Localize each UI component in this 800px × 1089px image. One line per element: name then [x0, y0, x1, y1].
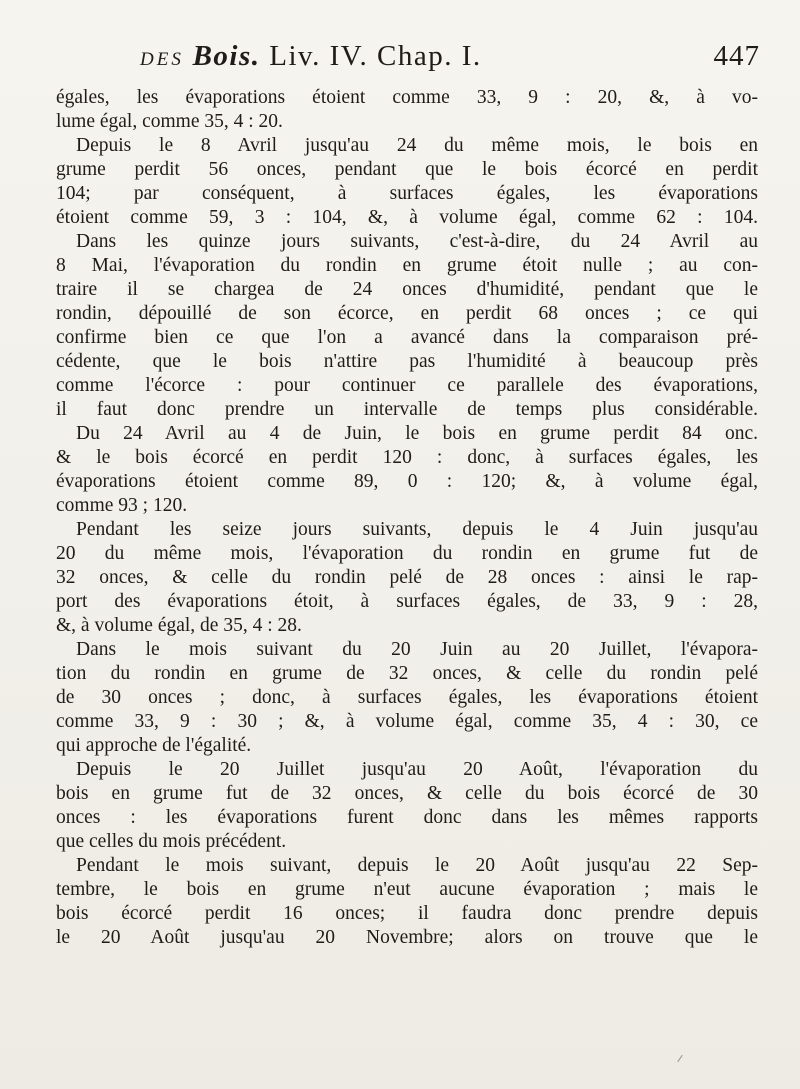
text-line: comme l'écorce : pour continuer ce parallele des évaporations, [56, 375, 758, 396]
text-line: qui approche de l'égalité. [56, 735, 252, 756]
text-line: Depuis le 8 Avril jusqu'au 24 du même mois, le bois en [76, 135, 758, 156]
text-line: 20 du même mois, l'évaporation du rondin en grume fut de [56, 543, 758, 564]
text-line: il faut donc prendre un intervalle de temps plus considérable. [56, 399, 758, 420]
text-line: Pendant les seize jours suivants, depuis le 4 Juin jusqu'au [76, 519, 758, 540]
stray-pen-mark [677, 1055, 682, 1062]
text-line: tion du rondin en grume de 32 onces, & celle du rondin pelé [56, 663, 758, 684]
text-line: Depuis le 20 Juillet jusqu'au 20 Août, l'évaporation du [76, 759, 758, 780]
running-title [140, 40, 482, 73]
text-line: Dans le mois suivant du 20 Juin au 20 Juillet, l'évapora- [76, 639, 758, 660]
text-line: Du 24 Avril au 4 de Juin, le bois en grume perdit 84 onc. [76, 423, 758, 444]
text-line: Pendant le mois suivant, depuis le 20 Août jusqu'au 22 Sep- [76, 855, 758, 876]
text-line: bois écorcé perdit 16 onces; il faudra donc prendre depuis [56, 903, 758, 924]
running-header [140, 40, 760, 80]
text-line: Dans les quinze jours suivants, c'est-à-dire, du 24 Avril au [76, 231, 758, 252]
text-line: traire il se chargea de 24 onces d'humidité, pendant que le [56, 279, 758, 300]
text-line: confirme bien ce que l'on a avancé dans la comparaison pré- [56, 327, 758, 348]
text-line: égales, les évaporations étoient comme 33, 9 : 20, &, à vo- [56, 87, 758, 108]
text-line: le 20 Août jusqu'au 20 Novembre; alors on trouve que le [56, 927, 758, 948]
text-line: tembre, le bois en grume n'eut aucune évaporation ; mais le [56, 879, 758, 900]
text-line: 8 Mai, l'évaporation du rondin en grume étoit nulle ; au con- [56, 255, 758, 276]
text-line: étoient comme 59, 3 : 104, &, à volume égal, comme 62 : 104. [56, 207, 758, 228]
text-line: comme 33, 9 : 30 ; &, à volume égal, comme 35, 4 : 30, ce [56, 711, 758, 732]
text-line: 32 onces, & celle du rondin pelé de 28 onces : ainsi le rap- [56, 567, 758, 588]
text-line: onces : les évaporations furent donc dans les mêmes rapports [56, 807, 758, 828]
text-line: de 30 onces ; donc, à surfaces égales, les évaporations étoient [56, 687, 758, 708]
running-title-bois: Bois. [192, 40, 261, 72]
running-title-chapter: Liv. IV. Chap. I. [260, 40, 482, 72]
text-line: lume égal, comme 35, 4 : 20. [56, 111, 283, 132]
text-line: 104; par conséquent, à surfaces égales, les évaporations [56, 183, 758, 204]
text-line: que celles du mois précédent. [56, 831, 287, 852]
text-line: rondin, dépouillé de son écorce, en perdit 68 onces ; ce qui [56, 303, 758, 324]
running-title-prefix: DES [140, 49, 184, 70]
text-line: bois en grume fut de 32 onces, & celle du bois écorcé de 30 [56, 783, 758, 804]
text-line: évaporations étoient comme 89, 0 : 120; &, à volume égal, [56, 471, 758, 492]
text-line: comme 93 ; 120. [56, 495, 188, 516]
text-line: & le bois écorcé en perdit 120 : donc, à surfaces égales, les [56, 447, 758, 468]
page-number: 447 [713, 40, 760, 72]
text-line: cédente, que le bois n'attire pas l'humidité à beaucoup près [56, 351, 758, 372]
text-line: &, à volume égal, de 35, 4 : 28. [56, 615, 302, 636]
text-line: grume perdit 56 onces, pendant que le bois écorcé en perdit [56, 159, 758, 180]
text-line: port des évaporations étoit, à surfaces égales, de 33, 9 : 28, [56, 591, 758, 612]
